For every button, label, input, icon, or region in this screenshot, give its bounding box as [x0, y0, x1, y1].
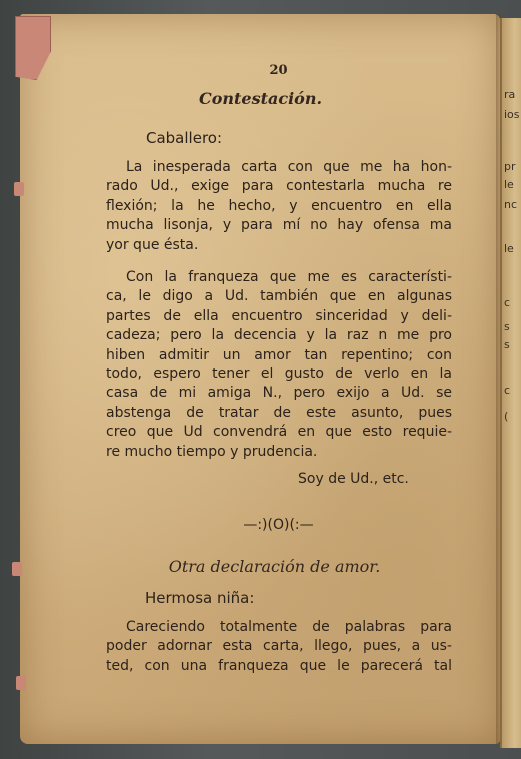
margin-mark [14, 182, 24, 196]
closing-line: Soy de Ud., etc. [298, 471, 409, 487]
adjacent-page-fragment: le [504, 178, 514, 191]
subheading: Otra declaración de amor. [168, 557, 381, 576]
text-line: todo, espero tener el gusto de verlo en la [106, 365, 452, 382]
adjacent-page-fragment: c [504, 296, 511, 309]
adjacent-page-fragment: s [504, 338, 510, 351]
text-line: rado Ud., exige para contestarla mucha re [106, 178, 452, 195]
salutation-2: Hermosa niña: [145, 589, 255, 607]
text-line: partes de ella encuentro sinceridad y deli- [106, 307, 452, 324]
text-line: cadeza; pero la decencia y la raz n me pro [106, 327, 452, 344]
page-fold-shadow [496, 14, 502, 744]
paragraph-3 [106, 618, 452, 676]
ornamental-divider: —:)(O)(:— [243, 517, 314, 533]
adjacent-page-fragment: nc [504, 198, 518, 211]
text-line: mucha lisonja, y para mí no hay ofensa ma [106, 217, 452, 234]
adjacent-page-fragment: s [504, 320, 510, 333]
adjacent-page-fragment: le [504, 242, 514, 255]
text-line: Careciendo totalmente de palabras para [126, 619, 452, 635]
text-line: abstenga de tratar de este asunto, pues [106, 404, 452, 421]
paragraph-2 [106, 268, 452, 462]
text-line: ted, con una franqueza que le parecerá tal [106, 657, 452, 674]
adjacent-page-fragment: c [504, 384, 511, 397]
text-line: yor que ésta. [106, 236, 199, 253]
text-line: La inesperada carta con que me ha hon- [126, 159, 452, 175]
adjacent-page-fragment: ( [504, 410, 509, 423]
salutation: Caballero: [146, 129, 223, 147]
adjacent-page-fragment: pr [504, 160, 516, 173]
page-number: 20 [269, 63, 288, 78]
adjacent-page-fragment: ra [504, 88, 516, 101]
text-line: Con la franqueza que me es característi- [126, 269, 452, 285]
text-line: casa de mi amiga N., pero exijo a Ud. se [106, 385, 452, 402]
paragraph-1 [106, 158, 452, 255]
adjacent-page-edge [500, 18, 521, 748]
text-line: ca, le digo a Ud. también que en algunas [106, 288, 452, 305]
section-heading: Contestación. [198, 89, 323, 108]
text-line: hiben admitir un amor tan repentino; con [106, 346, 452, 363]
margin-mark [16, 676, 26, 690]
text-line: creo que Ud convendrá en que esto requie- [106, 424, 452, 441]
text-line: re mucho tiempo y prudencia. [106, 443, 318, 460]
text-line: flexión; la he hecho, y encuentro en ella [106, 197, 452, 214]
text-line: poder adornar esta carta, llego, pues, a us- [106, 638, 452, 655]
adjacent-page-fragment: ios [504, 108, 520, 121]
